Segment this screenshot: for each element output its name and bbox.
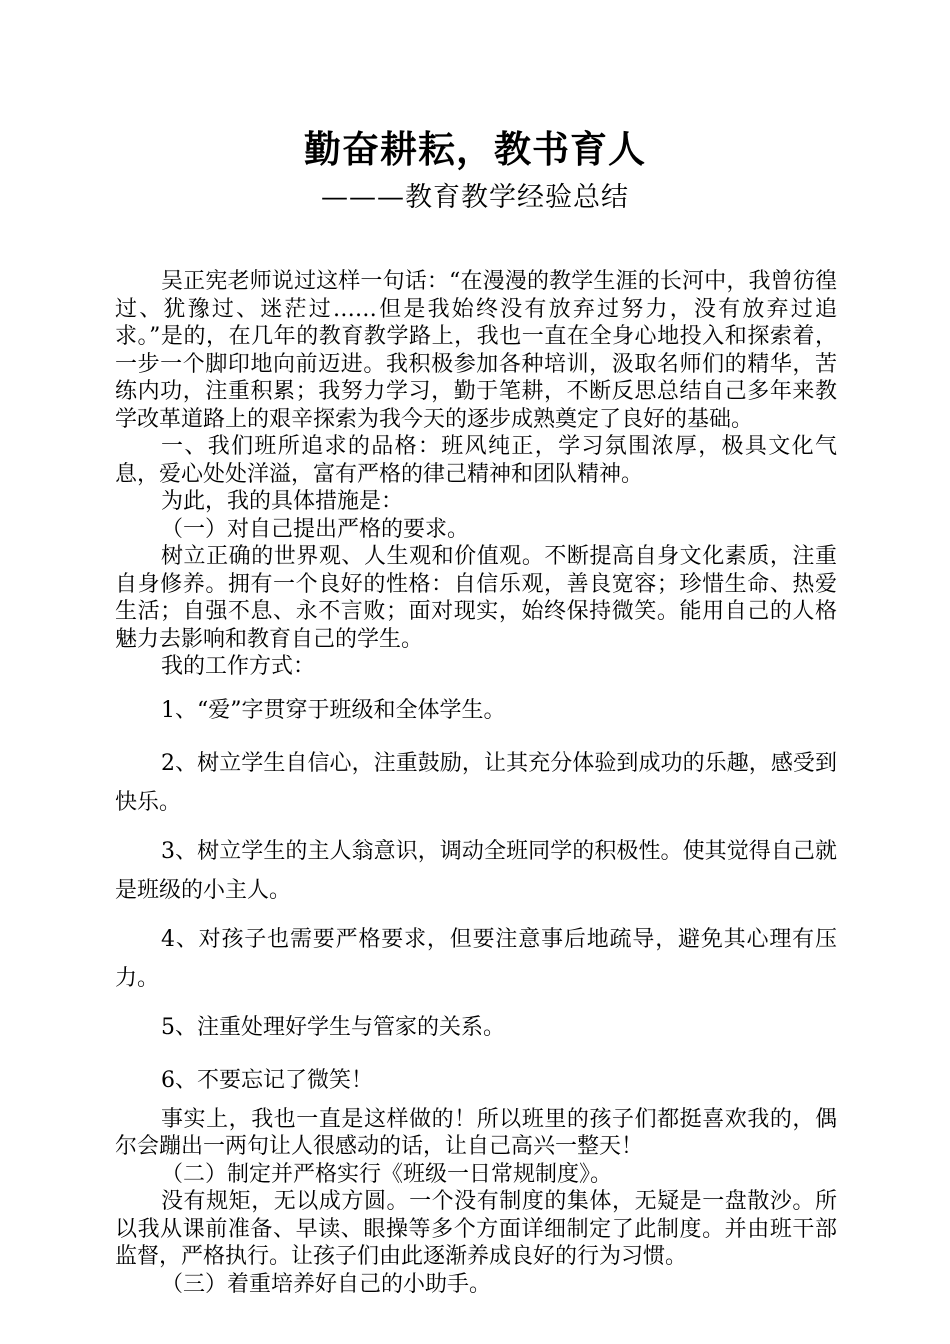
paragraph-work-methods: 我的工作方式： (161, 654, 316, 679)
paragraph-measures-intro: 为此，我的具体措施是： (161, 489, 404, 514)
section-heading-2: （二）制定并严格实行《班级一日常规制度》。 (161, 1161, 613, 1187)
paragraph-intro: 吴正宪老师说过这样一句话：“在漫漫的教学生涯的长河中，我曾彷徨过、犹豫过、迷茫过……但是我始终没有放弃过努力，没有放弃过追求。”是的，在几年的教育教学路上，我也一直在全身心地投入和探索着，一步一个脚印地向前迈进。我积极参加各种培训，汲取名师们的精华，苦练内功，注重积累；我努力学习，勤于笔耕，不断反思总结自己多年来教学改革道路上的艰辛探索为我今天的逐步成熟奠定了良好的基础。 (115, 269, 837, 432)
list-item-2: 2、树立学生自信心，注重鼓励，让其充分体验到成功的乐趣，感受到快乐。 (115, 750, 837, 815)
paragraph-in-fact: 事实上，我也一直是这样做的！所以班里的孩子们都挺喜欢我的，偶尔会蹦出一两句让人很感动的话，让自己高兴一整天！ (115, 1106, 837, 1159)
list-item-3: 3、树立学生的主人翁意识，调动全班同学的积极性。使其觉得自己就是班级的小主人。 (115, 838, 837, 903)
paragraph-self-requirements: 树立正确的世界观、人生观和价值观。不断提高自身文化素质，注重自身修养。拥有一个良好的性格：自信乐观，善良宽容；珍惜生命、热爱生活；自强不息、永不言败；面对现实，始终保持微笑。能用自己的人格魅力去影响和教育自己的学生。 (115, 544, 837, 652)
list-item-6: 6、不要忘记了微笑！ (161, 1067, 373, 1093)
paragraph-rules: 没有规矩，无以成方圆。一个没有制度的集体，无疑是一盘散沙。所以我从课前准备、早读、眼操等多个方面详细制定了此制度。并由班干部监督，严格执行。让孩子们由此逐渐养成良好的行为习惯。 (115, 1189, 837, 1269)
list-item-5: 5、注重处理好学生与管家的关系。 (161, 1014, 505, 1040)
document-title: 勤奋耕耘，教书育人 (304, 128, 646, 171)
list-item-4: 4、对孩子也需要严格要求，但要注意事后地疏导，避免其心理有压力。 (115, 926, 837, 991)
section-heading-3: （三）着重培养好自己的小助手。 (161, 1271, 492, 1297)
section-heading-1: （一）对自己提出严格的要求。 (161, 516, 470, 542)
document-subtitle: ———教育教学经验总结 (321, 182, 629, 213)
paragraph-class-goal: 一、我们班所追求的品格：班风纯正，学习氛围浓厚，极具文化气息，爱心处处洋溢，富有严格的律己精神和团队精神。 (115, 434, 837, 487)
list-item-1: 1、“爱”字贯穿于班级和全体学生。 (161, 697, 506, 723)
document-body (115, 268, 837, 1298)
